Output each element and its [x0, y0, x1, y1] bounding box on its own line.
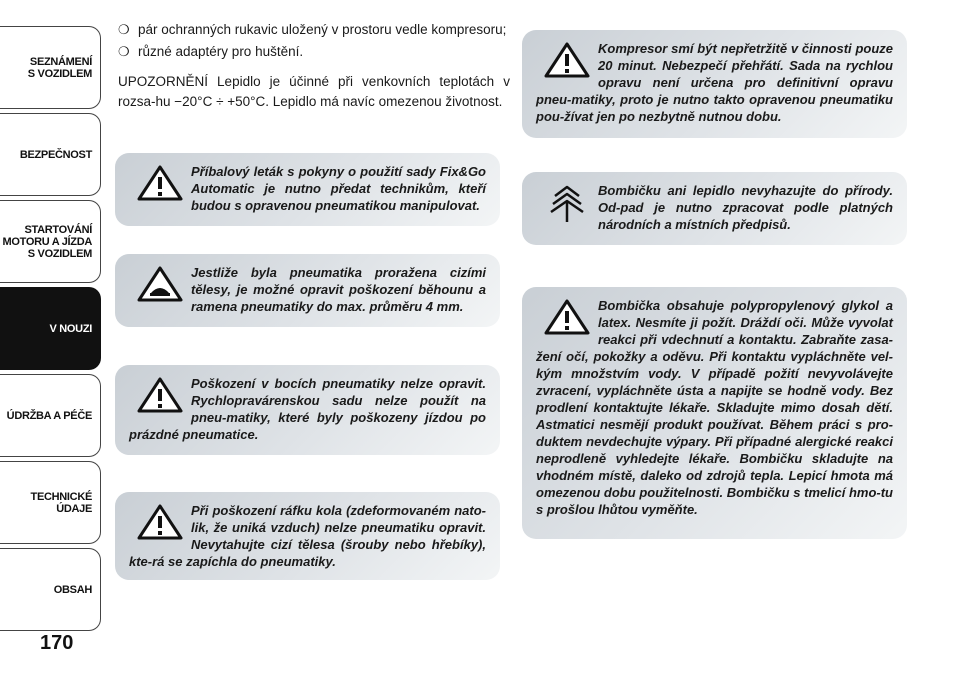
warning-triangle-icon	[137, 504, 183, 540]
list-item	[118, 42, 508, 62]
warning-box-glycol	[522, 287, 907, 539]
warning-text: Příbalový leták s pokyny o použití sady Fix&Go Automatic je nutno předat technikům, kteří budou s opravenou pneumatikou manipulovat.	[191, 164, 486, 213]
bullet-text: pár ochranných rukavic uložený v prostoru vedle kompresoru;	[138, 22, 507, 37]
tab-udrzba[interactable]	[0, 374, 101, 457]
page-number: 170	[40, 632, 74, 654]
tab-label: SEZNÁMENÍ S VOZIDLEM	[27, 55, 92, 80]
tab-bezpecnost[interactable]	[0, 113, 101, 196]
bullet-list	[118, 20, 508, 64]
warning-triangle-icon	[137, 165, 183, 201]
environment-tree-icon	[544, 184, 590, 220]
warning-text: Poškození v bocích pneumatiky nelze opravit. Rychlopravárenskou sadu nelze použít na pneu-matiky, které byly poškozeny jízdou po prázdné pneumatice.	[129, 376, 486, 442]
warning-box-leaflet	[115, 153, 500, 226]
tire-warning-icon	[137, 266, 183, 302]
tab-startovani[interactable]	[0, 200, 101, 283]
warning-triangle-icon	[544, 299, 590, 335]
tab-label: TECHNICKÉ ÚDAJE	[30, 490, 92, 515]
warning-text: Kompresor smí být nepřetržitě v činnosti pouze 20 minut. Nebezpečí přehřátí. Sada na rychlou opravu není určena pro definitivní opravu pneu-matiky, proto je nutno takto opravenou pneumatiku pou-žívat jen po nezbytně nutnou dobu.	[536, 41, 893, 124]
warning-text: Jestliže byla pneumatika proražena cizími tělesy, je možné opravit poškození běhounu a ramena pneumatiky do max. průměru 4 mm.	[191, 265, 486, 314]
warning-box-compressor	[522, 30, 907, 138]
notice-paragraph: UPOZORNĚNÍ Lepidlo je účinné při venkovních teplotách v rozsa-hu −20°C ÷ +50°C. Lepidlo má navíc omezenou životnost.	[118, 74, 510, 109]
warning-triangle-icon	[544, 42, 590, 78]
tab-v-nouzi[interactable]	[0, 287, 101, 370]
warning-triangle-icon	[137, 377, 183, 413]
tab-label: STARTOVÁNÍ MOTORU A JÍZDA S VOZIDLEM	[2, 223, 92, 260]
warning-text: Při poškození ráfku kola (zdeformovaném nato-lik, že uniká vzduch) nelze pneumatiku opravit. Nevytahujte cizí tělesa (šrouby nebo hřebíky), kte-rá se zapíchla do pneumatiky.	[129, 503, 486, 569]
bullet-text: různé adaptéry pro huštění.	[138, 44, 304, 59]
list-item	[118, 20, 508, 40]
tab-label: V NOUZI	[49, 322, 92, 335]
warning-box-puncture	[115, 254, 500, 327]
warning-box-rim	[115, 492, 500, 580]
warning-text: Bombička obsahuje polypropylenový glykol a latex. Nesmíte ji požít. Dráždí oči. Může vyvolat reakci při vdechnutí a kontaktu. Zabraňte zasa-žení očí, pokožky a oděvu. Při kontaktu vypláchněte vel-kým množstvím vody. V případě požití nevyvolávejte zvracení, vypláchněte ústa a napijte se hodně vody. Bez prodlení kontaktujte lékaře. Skladujte mimo dosah dětí. Astmatici nesmějí produkt používat. Během práci s pro-duktem nevdechujte výpary. Při případné alergické reakci neprodleně vyhledejte lékaře. Bombičku skladujte na vhodném místě, daleko od zdrojů tepla. Lepicí hmota má omezenou dobu použitelnosti. Bombičku s tmelicí hmo-tu s prošlou lhůtou vyměňte.	[536, 298, 893, 517]
environment-text: Bombičku ani lepidlo nevyhazujte do přírody. Od-pad je nutno zpracovat podle platných národních a místních předpisů.	[598, 183, 893, 232]
tab-seznameni[interactable]	[0, 26, 101, 109]
environment-box-disposal	[522, 172, 907, 245]
tab-label: BEZPEČNOST	[19, 148, 92, 161]
tab-label: OBSAH	[53, 583, 92, 596]
tab-technicke-udaje[interactable]	[0, 461, 101, 544]
bullet-mark: ❍	[118, 44, 130, 59]
warning-box-sidewall	[115, 365, 500, 455]
tab-label: ÚDRŽBA A PÉČE	[6, 409, 92, 422]
tab-obsah[interactable]	[0, 548, 101, 631]
bullet-mark: ❍	[118, 22, 130, 37]
